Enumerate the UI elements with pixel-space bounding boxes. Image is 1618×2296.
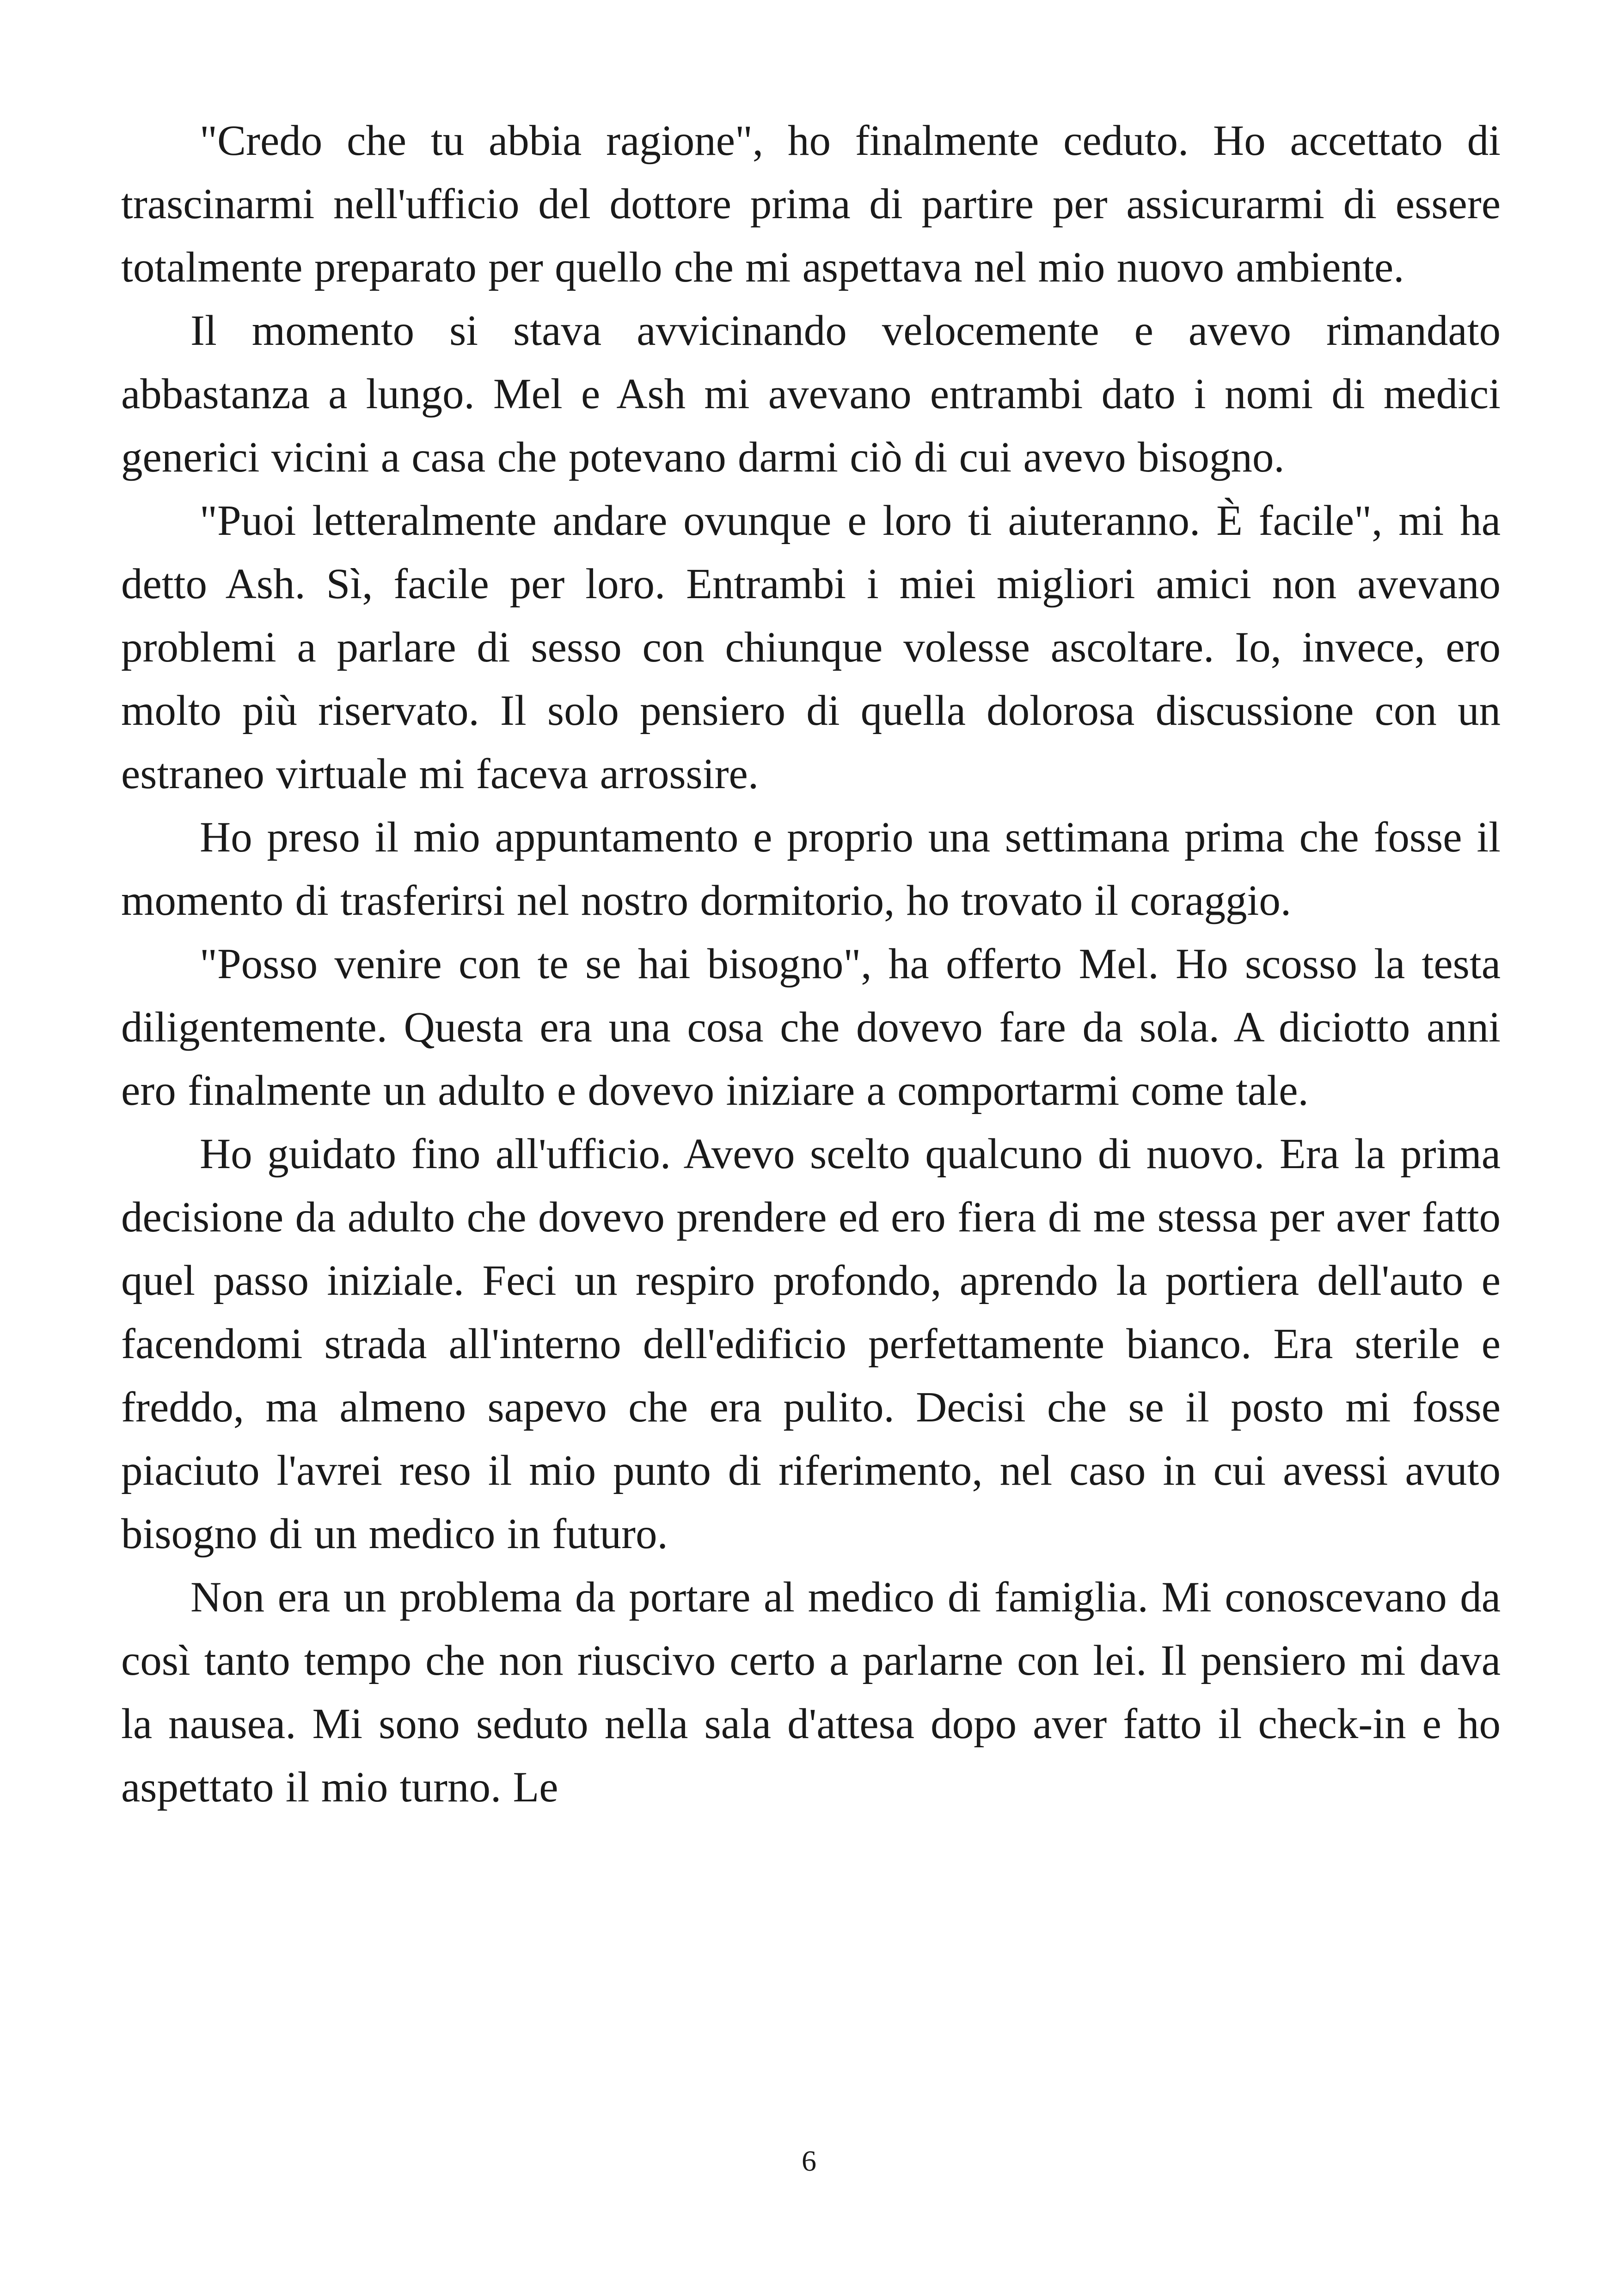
page-number: 6 <box>802 2144 816 2177</box>
paragraph: Non era un problema da portare al medico di famiglia. Mi conoscevano da così tanto tempo che non riuscivo certo a parlarne con lei. Il pensiero mi dava la nausea. Mi sono seduto nella sala d'attesa dopo aver fatto il check-in e ho aspettato il mio turno. Le <box>121 1574 1501 1811</box>
page-body <box>121 109 1501 1819</box>
paragraph: "Posso venire con te se hai bisogno", ha offerto Mel. Ho scosso la testa diligentemente. Questa era una cosa che dovevo fare da sola. A diciotto anni ero finalmente un adulto e dovevo iniziare a comportarmi come tale. <box>121 940 1501 1114</box>
paragraph: "Credo che tu abbia ragione", ho finalmente ceduto. Ho accettato di trascinarmi nell'ufficio del dottore prima di partire per assicurarmi di essere totalmente preparato per quello che mi aspettava nel mio nuovo ambiente. <box>121 117 1501 291</box>
paragraph: Ho guidato fino all'ufficio. Avevo scelto qualcuno di nuovo. Era la prima decisione da adulto che dovevo prendere ed ero fiera di me stessa per aver fatto quel passo iniziale. Feci un respiro profondo, aprendo la portiera dell'auto e facendomi strada all'interno dell'edificio perfettamente bianco. Era sterile e freddo, ma almeno sapevo che era pulito. Decisi che se il posto mi fosse piaciuto l'avrei reso il mio punto di riferimento, nel caso in cui avessi avuto bisogno di un medico in futuro. <box>121 1130 1501 1558</box>
paragraph: Il momento si stava avvicinando velocemente e avevo rimandato abbastanza a lungo. Mel e Ash mi avevano entrambi dato i nomi di medici generici vicini a casa che potevano darmi ciò di cui avevo bisogno. <box>121 307 1501 481</box>
paragraph: Ho preso il mio appuntamento e proprio una settimana prima che fosse il momento di trasferirsi nel nostro dormitorio, ho trovato il coraggio. <box>121 814 1501 925</box>
paragraph: "Puoi letteralmente andare ovunque e loro ti aiuteranno. È facile", mi ha detto Ash. Sì, facile per loro. Entrambi i miei migliori amici non avevano problemi a parlare di sesso con chiunque volesse ascoltare. Io, invece, ero molto più riservato. Il solo pensiero di quella dolorosa discussione con un estraneo virtuale mi faceva arrossire. <box>121 497 1501 798</box>
